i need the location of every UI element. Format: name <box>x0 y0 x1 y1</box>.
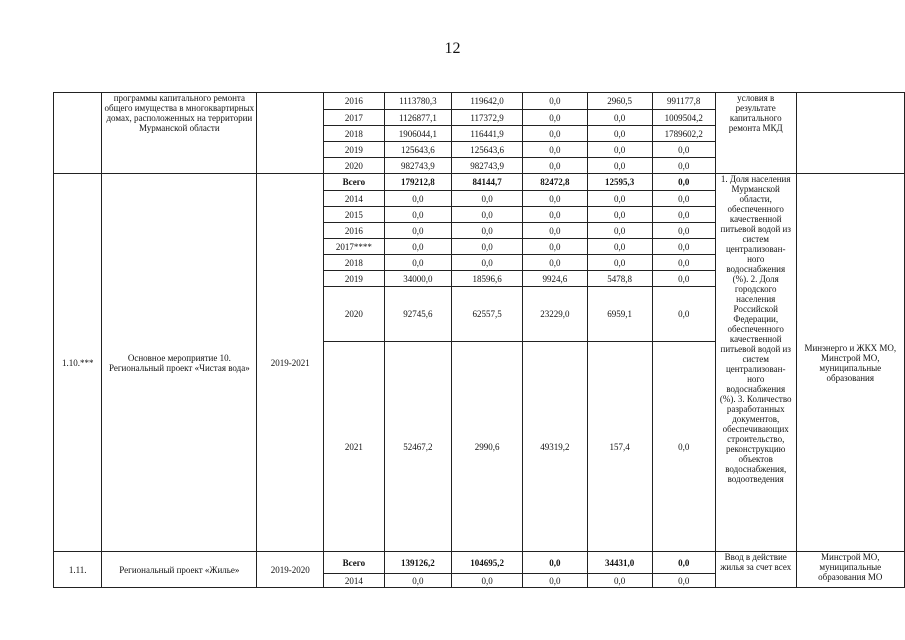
year-cell: 2014 <box>324 191 384 207</box>
total-cell: 52467,2 <box>384 342 452 552</box>
extra-cell: 0,0 <box>652 287 715 342</box>
fed-cell: 0,0 <box>452 223 523 239</box>
reg-cell: 0,0 <box>522 223 587 239</box>
extra-cell: 0,0 <box>652 223 715 239</box>
total-cell: 34000,0 <box>384 271 452 287</box>
total-cell: 982743,9 <box>384 158 452 174</box>
year-cell: 2019 <box>324 142 384 158</box>
mun-cell: 0,0 <box>587 239 652 255</box>
total-cell: 0,0 <box>384 255 452 271</box>
total-cell: 179212,8 <box>384 174 452 191</box>
fed-cell: 104695,2 <box>452 552 523 574</box>
extra-cell: 0,0 <box>652 271 715 287</box>
year-cell: 2015 <box>324 207 384 223</box>
total-cell: 0,0 <box>384 239 452 255</box>
cont-executor-cell <box>796 93 904 174</box>
mun-cell: 0,0 <box>587 126 652 142</box>
mun-cell: 157,4 <box>587 342 652 552</box>
mun-cell: 12595,3 <box>587 174 652 191</box>
reg-cell: 0,0 <box>522 93 587 110</box>
total-cell: 0,0 <box>384 207 452 223</box>
table-row <box>54 552 905 574</box>
reg-cell: 0,0 <box>522 255 587 271</box>
extra-cell: 1009504,2 <box>652 110 715 126</box>
extra-cell: 0,0 <box>652 255 715 271</box>
mun-cell: 0,0 <box>587 223 652 239</box>
extra-cell: 0,0 <box>652 239 715 255</box>
reg-cell: 82472,8 <box>522 174 587 191</box>
reg-cell: 0,0 <box>522 574 587 588</box>
fed-cell: 84144,7 <box>452 174 523 191</box>
mun-cell: 2960,5 <box>587 93 652 110</box>
reg-cell: 0,0 <box>522 158 587 174</box>
year-cell: Всего <box>324 552 384 574</box>
year-cell: 2021 <box>324 342 384 552</box>
table-row <box>54 174 905 191</box>
section-executor: Минэнерго и ЖКХ МО, Минстрой МО, муниципальные образования <box>796 174 904 552</box>
extra-cell: 0,0 <box>652 342 715 552</box>
mun-cell: 5478,8 <box>587 271 652 287</box>
extra-cell: 0,0 <box>652 158 715 174</box>
mun-cell: 0,0 <box>587 574 652 588</box>
extra-cell: 1789602,2 <box>652 126 715 142</box>
mun-cell: 0,0 <box>587 142 652 158</box>
fed-cell: 982743,9 <box>452 158 523 174</box>
year-cell: 2014 <box>324 574 384 588</box>
year-cell: 2020 <box>324 287 384 342</box>
reg-cell: 0,0 <box>522 207 587 223</box>
year-cell: 2017 <box>324 110 384 126</box>
section-name: Основное мероприятие 10. Региональный проект «Чистая вода» <box>102 174 257 552</box>
section-period: 2019-2021 <box>257 174 324 552</box>
mun-cell: 6959,1 <box>587 287 652 342</box>
year-cell: 2020 <box>324 158 384 174</box>
year-cell: 2016 <box>324 93 384 110</box>
reg-cell: 0,0 <box>522 126 587 142</box>
total-cell: 0,0 <box>384 574 452 588</box>
fed-cell: 0,0 <box>452 207 523 223</box>
extra-cell: 0,0 <box>652 574 715 588</box>
fed-cell: 125643,6 <box>452 142 523 158</box>
program-table <box>53 92 905 588</box>
fed-cell: 2990,6 <box>452 342 523 552</box>
mun-cell: 34431,0 <box>587 552 652 574</box>
total-cell: 0,0 <box>384 223 452 239</box>
cont-result-cell: условия в результате капитального ремонта МКД <box>715 93 796 174</box>
extra-cell: 991177,8 <box>652 93 715 110</box>
extra-cell: 0,0 <box>652 142 715 158</box>
reg-cell: 23229,0 <box>522 287 587 342</box>
total-cell: 1906044,1 <box>384 126 452 142</box>
mun-cell: 0,0 <box>587 207 652 223</box>
mun-cell: 0,0 <box>587 191 652 207</box>
reg-cell: 0,0 <box>522 142 587 158</box>
cont-num-cell <box>54 93 102 174</box>
section-executor: Минстрой МО, муниципальные образования МО <box>796 552 904 588</box>
total-cell: 1126877,1 <box>384 110 452 126</box>
extra-cell: 0,0 <box>652 191 715 207</box>
page-number: 12 <box>444 40 461 57</box>
fed-cell: 117372,9 <box>452 110 523 126</box>
year-cell: 2019 <box>324 271 384 287</box>
reg-cell: 49319,2 <box>522 342 587 552</box>
section-number: 1.10.*** <box>54 174 102 552</box>
fed-cell: 0,0 <box>452 255 523 271</box>
reg-cell: 0,0 <box>522 552 587 574</box>
reg-cell: 0,0 <box>522 239 587 255</box>
mun-cell: 0,0 <box>587 255 652 271</box>
year-cell: 2017**** <box>324 239 384 255</box>
reg-cell: 0,0 <box>522 191 587 207</box>
fed-cell: 0,0 <box>452 574 523 588</box>
reg-cell: 9924,6 <box>522 271 587 287</box>
reg-cell: 0,0 <box>522 110 587 126</box>
extra-cell: 0,0 <box>652 174 715 191</box>
total-cell: 125643,6 <box>384 142 452 158</box>
fed-cell: 62557,5 <box>452 287 523 342</box>
cont-period-cell <box>257 93 324 174</box>
extra-cell: 0,0 <box>652 552 715 574</box>
fed-cell: 0,0 <box>452 239 523 255</box>
section-result: 1. Доля населения Мурманской области, обеспеченного качественной питьевой водой из систем централизован-ного водоснабжения (%). 2. Доля городского населения Российской Федерации, обеспеченного качественной питьевой водой из систем централизован-ного водоснабжения (%). 3. Количество разработанных документов, обеспечивающих строительство, реконструкцию объектов водоснабжения, водоотведения <box>715 174 796 552</box>
year-cell: 2018 <box>324 126 384 142</box>
extra-cell: 0,0 <box>652 207 715 223</box>
year-cell: 2016 <box>324 223 384 239</box>
fed-cell: 119642,0 <box>452 93 523 110</box>
fed-cell: 18596,6 <box>452 271 523 287</box>
mun-cell: 0,0 <box>587 158 652 174</box>
cont-name-cell: программы капитального ремонта общего имущества в многоквартирных домах, расположенных на территории Мурманской области <box>102 93 257 174</box>
total-cell: 92745,6 <box>384 287 452 342</box>
table-row <box>54 93 905 110</box>
section-period: 2019-2020 <box>257 552 324 588</box>
section-number: 1.11. <box>54 552 102 588</box>
total-cell: 0,0 <box>384 191 452 207</box>
mun-cell: 0,0 <box>587 110 652 126</box>
total-cell: 139126,2 <box>384 552 452 574</box>
year-cell: 2018 <box>324 255 384 271</box>
fed-cell: 116441,9 <box>452 126 523 142</box>
section-result: Ввод в действие жилья за счет всех <box>715 552 796 588</box>
section-name: Региональный проект «Жилье» <box>102 552 257 588</box>
total-cell: 1113780,3 <box>384 93 452 110</box>
year-cell: Всего <box>324 174 384 191</box>
fed-cell: 0,0 <box>452 191 523 207</box>
